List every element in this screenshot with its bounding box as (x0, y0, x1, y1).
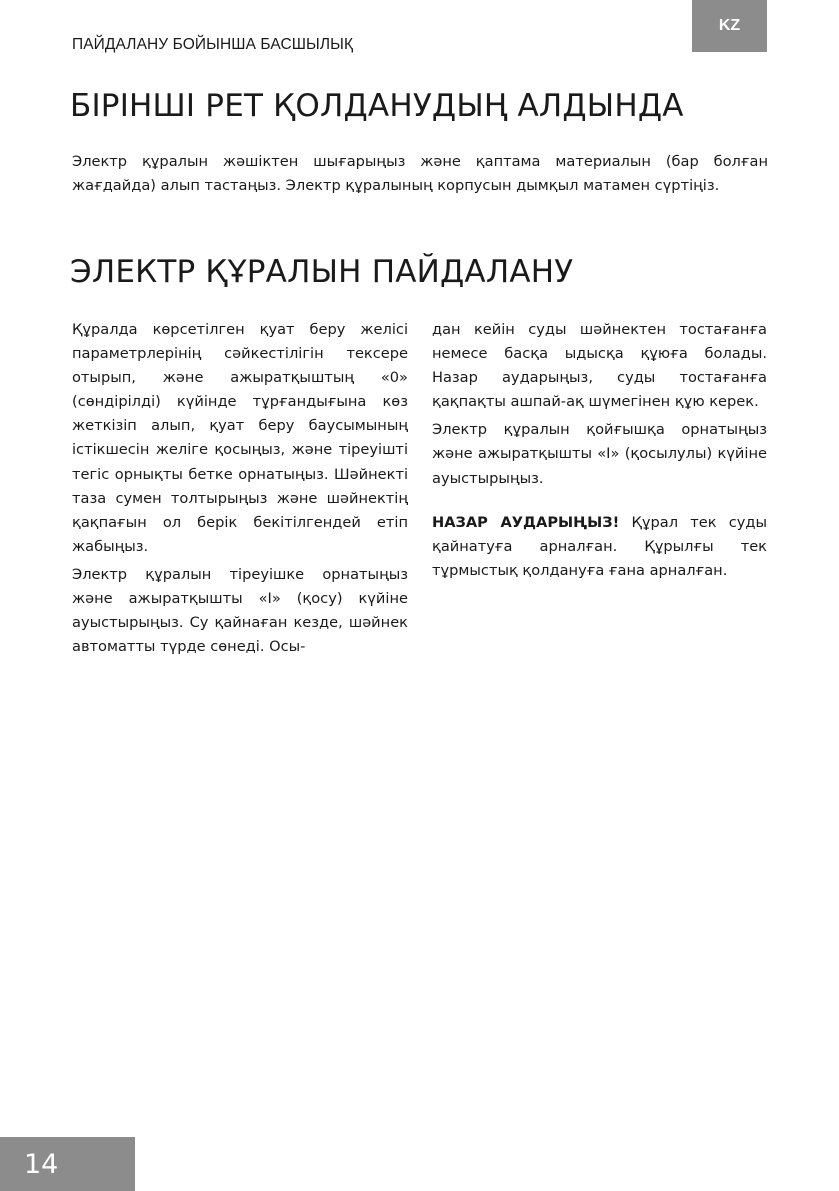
usage-paragraph-2-part-a: Электр құралын тіреуішке орнатыңыз және ажыратқышты «I» (қосу) күйіне ауыстырыңыз. Су қайнаған кезде, шәйнек автоматты түрде сөнеді. Осы- (72, 565, 408, 656)
section-heading-usage: ЭЛЕКТР ҚҰРАЛЫН ПАЙДАЛАНУ (70, 254, 574, 290)
section-heading-before-first-use: БІРІНШІ РЕТ ҚОЛДАНУДЫҢ АЛДЫНДА (70, 88, 684, 124)
text-column-right (432, 318, 767, 587)
usage-paragraph-1: Құралда көрсетілген қуат беру желісі параметрлерінің сәйкестілігін тексере отырып, және ажыратқыштың «0» (сөндірілді) күйінде тұрғандығына көз жеткізіп алып, қуат беру баусымының істікшесін желіге қосыңыз, және тіреуішті тегіс орнықты бетке орнатыңыз. Шәйнекті таза сумен толтырыңыз және шәйнектің қақпағын ол берік бекітілгендей етіп жабыңыз. (72, 321, 408, 555)
warning-label: НАЗАР АУДАРЫҢЫЗ! (432, 513, 620, 531)
warning-paragraph (432, 511, 767, 583)
text-column-left (72, 318, 408, 663)
language-tab: KZ (692, 0, 767, 52)
running-header: ПАЙДАЛАНУ БОЙЫНША БАСШЫЛЫҚ (72, 36, 354, 53)
usage-paragraph-2-part-b: дан кейін суды шәйнектен тостағанға немесе басқа ыдысқа құюға болады. Назар аударыңыз, суды тостағанға қақпақты ашпай-ақ шүмегінен құю керек. (432, 321, 767, 411)
intro-paragraph: Электр құралын жәшіктен шығарыңыз және қаптама материалын (бар болған жағдайда) алып тастаңыз. Электр құралының корпусын дымқыл матамен сүртіңіз. (72, 153, 768, 195)
warning-text: Құрал тек суды қайнатуға арналған. Құрылғы тек тұрмыстық қолдануға ғана арналған. (432, 513, 767, 579)
usage-paragraph-3: Электр құралын қойғышқа орнатыңыз және ажыратқышты «I» (қосылулы) күйіне ауыстырыңыз. (432, 421, 767, 487)
page-number: 14 (0, 1137, 135, 1191)
